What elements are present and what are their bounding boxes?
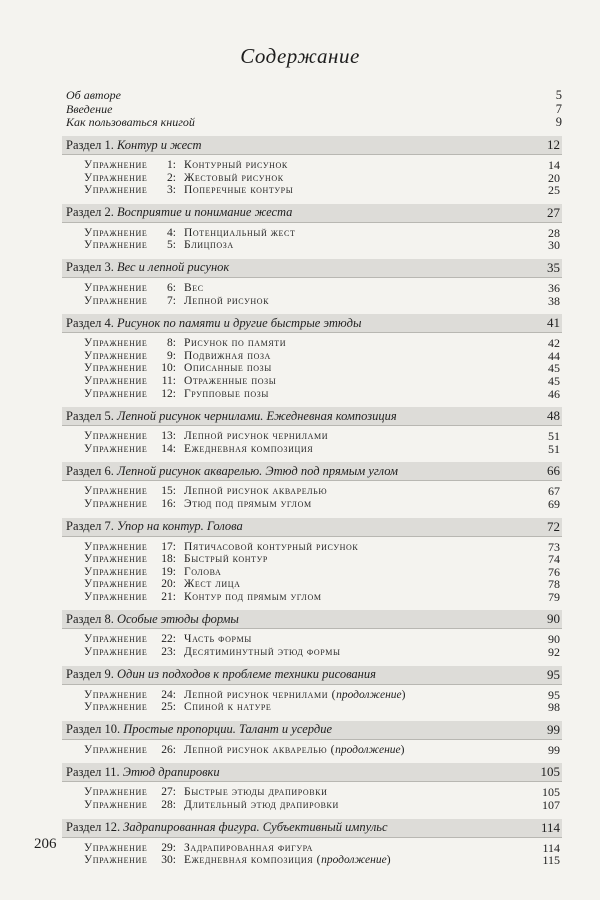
exercise-page: 46 [548, 386, 560, 401]
exercise-number: 21: [161, 590, 176, 603]
exercise-title-wrap [184, 541, 530, 554]
exercise-label: Упражнение [84, 497, 148, 510]
toc-section [62, 136, 562, 204]
section-label: Раздел 10. [66, 722, 121, 737]
section-page: 66 [547, 463, 560, 479]
exercise-entry[interactable] [84, 172, 560, 185]
entry-page: 7 [555, 101, 562, 116]
section-label: Раздел 8. [66, 611, 114, 626]
exercise-entry[interactable] [84, 282, 560, 295]
section-label: Раздел 1. [66, 137, 114, 152]
exercise-entry[interactable] [84, 689, 560, 702]
exercise-number: 27: [161, 786, 176, 799]
exercise-entry[interactable] [84, 443, 560, 456]
exercise-entry[interactable] [84, 227, 560, 240]
exercise-number: 10: [161, 362, 176, 375]
exercise-title: Лепной рисунок акварелью [184, 485, 328, 498]
exercise-label: Упражнение [84, 430, 148, 443]
exercise-list [62, 782, 562, 818]
exercise-title-wrap [184, 799, 530, 812]
exercise-page: 51 [548, 441, 560, 456]
exercise-list [62, 278, 562, 314]
section-title: Рисунок по памяти и другие быстрые этюды [116, 315, 362, 330]
section-name [66, 316, 361, 331]
section-name [66, 205, 292, 220]
exercise-title-wrap [184, 159, 530, 172]
toc-section [62, 721, 562, 764]
toc-section [62, 819, 562, 874]
exercise-page: 90 [548, 632, 560, 647]
exercise-label: Упражнение [84, 337, 148, 350]
exercise-number: 19: [161, 565, 176, 578]
section-label: Раздел 3. [66, 260, 114, 275]
exercise-list [62, 629, 562, 665]
exercise-number: 9: [167, 349, 176, 362]
exercise-title: Контур под прямым углом [184, 590, 322, 603]
section-label: Раздел 6. [66, 463, 114, 478]
exercise-title: Подвижная поза [184, 349, 271, 362]
exercise-title: Рисунок по памяти [184, 337, 287, 350]
exercise-title: Поперечные контуры [184, 184, 294, 197]
exercise-title-wrap [184, 239, 530, 252]
exercise-label: Упражнение [84, 633, 148, 646]
exercise-label: Упражнение [84, 184, 148, 197]
exercise-title: Жест лица [184, 578, 241, 591]
section-title: Контур и жест [116, 137, 202, 152]
exercise-entry[interactable] [84, 430, 560, 443]
section-page: 41 [547, 315, 560, 331]
exercise-page: 79 [548, 589, 560, 604]
exercise-title: Задрапированная фигура [184, 841, 314, 854]
section-header[interactable] [62, 610, 562, 629]
toc-section [62, 462, 562, 517]
exercise-page: 78 [548, 577, 560, 592]
section-title: Лепной рисунок акварелью. Этюд под прямым углом [116, 463, 398, 478]
exercise-title: Лепной рисунок чернилами [184, 430, 329, 443]
exercise-title-wrap [184, 375, 530, 388]
exercise-list [62, 838, 562, 874]
section-header[interactable] [62, 518, 562, 537]
exercise-title-wrap: Лепной рисунок чернилами (продолжение) [184, 688, 407, 701]
exercise-title: Отраженные позы [184, 374, 277, 387]
exercise-title-wrap [184, 842, 530, 855]
section-header[interactable] [62, 136, 562, 155]
section-header[interactable] [62, 259, 562, 278]
page-number: 206 [34, 836, 57, 852]
exercise-number: 4: [167, 226, 176, 239]
exercise-page: 30 [548, 238, 560, 253]
exercise-title-wrap [184, 633, 530, 646]
exercise-entry[interactable] [84, 591, 560, 604]
exercise-title: Длительный этюд драпировки [184, 799, 339, 812]
exercise-label: Упражнение [84, 799, 148, 812]
exercise-title: Пятичасовой контурный рисунок [184, 540, 359, 553]
exercise-label: Упражнение [84, 281, 148, 294]
exercise-label: Упражнение [84, 374, 148, 387]
exercise-label: Упражнение [84, 646, 148, 659]
section-page: 27 [547, 204, 560, 220]
exercise-list [62, 223, 562, 259]
exercise-entry[interactable] [84, 541, 560, 554]
exercise-number: 2: [167, 171, 176, 184]
entry-page: 9 [555, 115, 562, 129]
section-label: Раздел 5. [66, 408, 114, 423]
exercise-note: продолжение [321, 854, 387, 867]
exercise-label: Упражнение [84, 540, 148, 553]
exercise-title-wrap: Лепной рисунок акварелью (продолжение) [184, 743, 406, 756]
exercise-title: Лепной рисунок [184, 294, 270, 307]
exercise-title: Вес [184, 281, 204, 294]
exercise-number: 13: [161, 430, 176, 443]
exercise-entry[interactable] [84, 337, 560, 350]
exercise-number: 26: [161, 743, 176, 756]
exercise-label: Упражнение [84, 226, 148, 239]
exercise-label: Упражнение [84, 553, 148, 566]
exercise-page: 74 [548, 552, 560, 567]
section-title: Этюд драпировки [122, 764, 220, 779]
section-label: Раздел 2. [66, 205, 114, 220]
section-page: 12 [547, 137, 560, 152]
exercise-number: 14: [161, 442, 176, 455]
exercise-page: 28 [548, 225, 560, 240]
exercise-title-wrap [184, 553, 530, 566]
exercise-page: 95 [548, 687, 560, 702]
exercise-title: Лепной рисунок акварелью [184, 743, 328, 756]
exercise-entry[interactable] [84, 553, 560, 566]
section-page: 95 [547, 666, 560, 682]
exercise-entry[interactable] [84, 566, 560, 579]
exercise-number: 15: [161, 485, 176, 498]
section-header[interactable] [62, 666, 562, 685]
page-title: Содержание [240, 44, 360, 68]
section-title: Особые этюды формы [116, 611, 239, 626]
exercise-label: Упражнение [84, 743, 148, 756]
exercise-page: 76 [548, 564, 560, 579]
intro-list [66, 89, 562, 130]
exercise-page: 107 [542, 798, 560, 813]
section-header[interactable] [62, 819, 562, 838]
exercise-title-wrap [184, 443, 530, 456]
exercise-title-wrap [184, 337, 530, 350]
exercise-label: Упражнение [84, 590, 148, 603]
exercise-title-wrap [184, 566, 530, 579]
section-title: Вес и лепной рисунок [116, 260, 230, 275]
exercise-title: Блицпоза [184, 239, 234, 252]
exercise-title-wrap: Ежедневная композиция (продолжение) [184, 854, 392, 867]
exercise-entry[interactable] [84, 854, 560, 867]
exercise-entry[interactable] [84, 498, 560, 511]
entry-page: 5 [555, 88, 562, 102]
exercise-number: 1: [167, 159, 176, 171]
exercise-label: Упражнение [84, 442, 148, 455]
exercise-label: Упражнение [84, 159, 148, 171]
exercise-label: Упражнение [84, 786, 148, 799]
exercise-list [62, 740, 562, 764]
exercise-page: 92 [548, 645, 560, 660]
section-header[interactable] [62, 763, 562, 782]
exercise-title-wrap [184, 786, 530, 799]
exercise-title: Этюд под прямым углом [184, 497, 312, 510]
exercise-page: 45 [548, 373, 560, 388]
exercise-title-wrap [184, 646, 530, 659]
exercise-title-wrap [184, 227, 530, 240]
exercise-page: 42 [548, 336, 560, 351]
exercise-list [62, 481, 562, 517]
exercise-title: Контурный рисунок [184, 159, 288, 171]
toc-section [62, 610, 562, 665]
entry-title: Как пользоваться книгой [66, 115, 195, 129]
exercise-list [62, 333, 562, 407]
exercise-number: 23: [161, 646, 176, 659]
exercise-title: Десятиминутный этюд формы [184, 646, 341, 659]
exercise-title: Быстрый контур [184, 553, 268, 566]
exercise-list [62, 426, 562, 462]
section-page: 48 [547, 408, 560, 424]
exercise-page: 73 [548, 539, 560, 554]
section-header[interactable] [62, 204, 562, 223]
toc-section [62, 518, 562, 611]
exercise-label: Упражнение [84, 485, 148, 498]
section-name [66, 765, 220, 780]
exercise-label: Упражнение [84, 362, 148, 375]
section-title: Лепной рисунок чернилами. Ежедневная композиция [116, 408, 397, 423]
exercise-entry[interactable] [84, 744, 560, 757]
exercise-entry[interactable] [84, 295, 560, 308]
toc-intro-entry[interactable] [66, 103, 562, 117]
exercise-title-wrap [184, 485, 530, 498]
exercise-entry[interactable] [84, 701, 560, 714]
exercise-title: Лепной рисунок чернилами [184, 688, 329, 701]
exercise-note: продолжение [336, 688, 402, 701]
section-label: Раздел 9. [66, 667, 114, 682]
exercise-label: Упражнение [84, 854, 148, 867]
exercise-title-wrap [184, 701, 530, 714]
section-name [66, 612, 239, 627]
section-title: Один из подходов к проблеме техники рисования [116, 667, 376, 682]
exercise-title: Ежедневная композиция [184, 442, 314, 455]
contents-sections [62, 136, 562, 874]
exercise-label: Упражнение [84, 239, 148, 252]
exercise-page: 67 [548, 484, 560, 499]
exercise-title: Ежедневная композиция [184, 854, 314, 867]
exercise-label: Упражнение [84, 294, 148, 307]
exercise-title: Голова [184, 565, 222, 578]
exercise-page: 51 [548, 429, 560, 444]
exercise-page: 114 [542, 840, 560, 855]
section-label: Раздел 4. [66, 315, 114, 330]
toc-section [62, 666, 562, 721]
section-page: 72 [547, 518, 560, 534]
exercise-page: 36 [548, 280, 560, 295]
exercise-number: 28: [161, 799, 176, 812]
exercise-title: Жестовый рисунок [184, 171, 284, 184]
section-page: 90 [547, 611, 560, 627]
exercise-number: 8: [167, 337, 176, 350]
section-page: 105 [540, 764, 560, 780]
toc-section [62, 407, 562, 462]
exercise-number: 11: [161, 374, 176, 387]
section-header[interactable] [62, 462, 562, 481]
exercise-number: 18: [161, 553, 176, 566]
exercise-label: Упражнение [84, 688, 148, 701]
exercise-label: Упражнение [84, 171, 148, 184]
exercise-page: 38 [548, 293, 560, 308]
exercise-list [62, 537, 562, 611]
exercise-number: 3: [167, 184, 176, 197]
exercise-number: 25: [161, 701, 176, 714]
exercise-number: 16: [161, 497, 176, 510]
exercise-title: Быстрые этюды драпировки [184, 786, 328, 799]
exercise-title-wrap [184, 578, 530, 591]
exercise-list [62, 155, 562, 204]
exercise-title-wrap [184, 388, 530, 401]
exercise-title-wrap [184, 430, 530, 443]
toc-intro-entry[interactable] [66, 116, 562, 130]
section-name [66, 260, 229, 275]
exercise-entry[interactable] [84, 239, 560, 252]
section-label: Раздел 12. [66, 820, 121, 835]
exercise-title-wrap [184, 184, 530, 197]
exercise-label: Упражнение [84, 841, 148, 854]
exercise-number: 17: [161, 540, 176, 553]
exercise-entry[interactable] [84, 184, 560, 197]
exercise-page: 99 [548, 742, 560, 757]
section-title: Простые пропорции. Талант и усердие [123, 722, 332, 737]
exercise-page: 20 [548, 170, 560, 185]
exercise-entry[interactable] [84, 646, 560, 659]
exercise-entry[interactable] [84, 799, 560, 812]
exercise-title-wrap [184, 172, 530, 185]
exercise-number: 7: [167, 294, 176, 307]
toc-intro-entry[interactable] [66, 89, 562, 103]
exercise-label: Упражнение [84, 387, 148, 400]
exercise-title-wrap [184, 295, 530, 308]
section-name [66, 519, 243, 534]
exercise-number: 24: [161, 688, 176, 701]
exercise-number: 6: [167, 281, 176, 294]
section-name [66, 667, 376, 682]
section-header[interactable] [62, 314, 562, 333]
toc-section [62, 259, 562, 314]
section-title: Задрапированная фигура. Субъективный импульс [123, 820, 388, 835]
exercise-page: 98 [548, 700, 560, 715]
exercise-entry[interactable] [84, 633, 560, 646]
exercise-number: 22: [161, 633, 176, 646]
exercise-number: 30: [161, 854, 176, 867]
exercise-entry[interactable] [84, 842, 560, 855]
section-page: 99 [547, 721, 560, 737]
exercise-entry[interactable] [84, 159, 560, 172]
exercise-page: 115 [542, 853, 560, 868]
exercise-list [62, 685, 562, 721]
exercise-page: 44 [548, 348, 560, 363]
section-label: Раздел 7. [66, 519, 114, 533]
exercise-number: 12: [161, 387, 176, 400]
exercise-label: Упражнение [84, 701, 148, 714]
exercise-label: Упражнение [84, 349, 148, 362]
section-page: 114 [540, 819, 560, 835]
toc-section [62, 314, 562, 407]
exercise-number: 29: [161, 841, 176, 854]
exercise-entry[interactable] [84, 485, 560, 498]
exercise-entry[interactable] [84, 350, 560, 363]
entry-title: Об авторе [66, 88, 121, 102]
exercise-title-wrap [184, 282, 530, 295]
section-name [66, 138, 202, 153]
exercise-number: 5: [167, 239, 176, 252]
section-name [66, 820, 388, 835]
exercise-page: 14 [548, 158, 560, 172]
exercise-title: Групповые позы [184, 387, 269, 400]
section-name [66, 722, 332, 737]
entry-title: Введение [66, 101, 113, 116]
exercise-title-wrap [184, 498, 530, 511]
exercise-title-wrap [184, 362, 530, 375]
toc-section [62, 763, 562, 818]
exercise-page: 45 [548, 361, 560, 376]
exercise-title-wrap [184, 591, 530, 604]
toc-section [62, 204, 562, 259]
exercise-title: Часть формы [184, 633, 252, 646]
exercise-title: Описанные позы [184, 362, 272, 375]
exercise-entry[interactable] [84, 375, 560, 388]
exercise-page: 69 [548, 496, 560, 511]
exercise-label: Упражнение [84, 565, 148, 578]
exercise-entry[interactable] [84, 578, 560, 591]
exercise-title-wrap [184, 350, 530, 363]
section-page: 35 [547, 259, 560, 275]
exercise-page: 25 [548, 183, 560, 198]
section-name [66, 464, 398, 479]
exercise-title: Спиной к натуре [184, 701, 272, 714]
section-name [66, 409, 397, 424]
section-title: Упор на контур. Голова [116, 519, 243, 533]
exercise-note: продолжение [335, 743, 401, 756]
section-label: Раздел 11. [66, 764, 120, 779]
section-title: Восприятие и понимание жеста [116, 205, 293, 220]
exercise-title: Потенциальный жест [184, 226, 296, 239]
exercise-label: Упражнение [84, 578, 148, 591]
exercise-entry[interactable] [84, 362, 560, 375]
exercise-entry[interactable] [84, 786, 560, 799]
exercise-page: 105 [542, 785, 560, 800]
exercise-number: 20: [161, 578, 176, 591]
exercise-entry[interactable] [84, 388, 560, 401]
section-header[interactable] [62, 721, 562, 740]
section-header[interactable] [62, 407, 562, 426]
